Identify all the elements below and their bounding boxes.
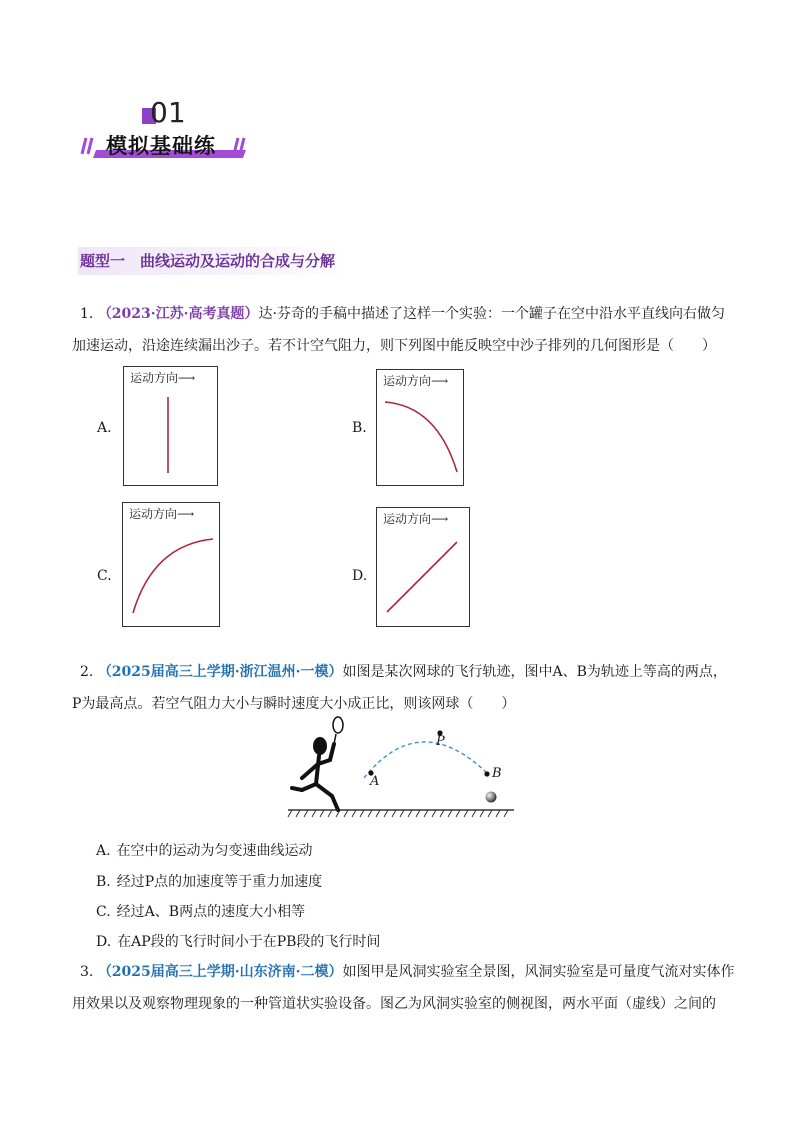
sand-line-vertical <box>124 367 217 485</box>
question-text-line-1: 如图是某次网球的飞行轨迹，图中A、B为轨迹上等高的两点， <box>342 664 727 680</box>
label-p: P <box>436 734 445 749</box>
option-c[interactable]: C. 经过A、B两点的速度大小相等 <box>96 904 306 920</box>
motion-direction-label: 运动方向⟶ <box>129 507 195 521</box>
question-number: 1. <box>80 306 94 322</box>
question-source: （2025届高三上学期·浙江温州·一模） <box>97 664 343 680</box>
point-b <box>484 771 489 776</box>
choice-c-figure[interactable] <box>122 502 220 627</box>
sand-curve-downward <box>377 370 463 485</box>
option-d[interactable]: D. 在AP段的飞行时间小于在PB段的飞行时间 <box>96 934 381 950</box>
section-number: 01 <box>150 96 186 129</box>
label-b: B <box>492 766 502 781</box>
motion-direction-label: 运动方向⟶ <box>130 371 196 385</box>
choice-a-label[interactable]: A. <box>97 420 112 436</box>
trajectory-drawing <box>280 716 520 822</box>
topic-heading: 题型一 曲线运动及运动的合成与分解 <box>80 252 336 270</box>
choice-c-label[interactable]: C. <box>97 568 112 584</box>
player-figure <box>292 737 338 810</box>
question-text-line-2: P为最高点。若空气阻力大小与瞬时速度大小成正比，则该网球（ ） <box>72 696 516 712</box>
section-title: 模拟基础练 <box>106 134 216 158</box>
choice-d-label[interactable]: D. <box>352 568 368 584</box>
question-number: 3. <box>80 964 94 980</box>
question-number: 2. <box>80 664 94 680</box>
ground-hatching <box>288 810 508 817</box>
question-text-line-2: 加速运动，沿途连续漏出沙子。若不计空气阻力，则下列图中能反映空中沙子排列的几何图形是（ ） <box>72 338 716 354</box>
section-banner <box>78 92 258 164</box>
choice-b-figure[interactable] <box>376 369 464 486</box>
option-b[interactable]: B. 经过P点的加速度等于重力加速度 <box>96 874 323 890</box>
motion-direction-label: 运动方向⟶ <box>383 512 449 526</box>
question-text-line-1: 达·芬奇的手稿中描述了这样一个实验：一个罐子在空中沿水平直线向右做匀 <box>258 306 725 322</box>
label-a: A <box>370 774 380 789</box>
tennis-ball <box>486 792 497 803</box>
sand-line-diagonal <box>377 508 469 626</box>
motion-direction-label: 运动方向⟶ <box>383 374 449 388</box>
ball-trajectory <box>364 742 488 778</box>
sand-curve-upward <box>123 503 219 626</box>
racket <box>333 717 343 744</box>
choice-d-figure[interactable] <box>376 507 470 627</box>
tennis-trajectory-figure <box>280 716 520 822</box>
question-source: （2023·江苏·高考真题） <box>97 306 259 322</box>
option-a[interactable]: A. 在空中的运动为匀变速曲线运动 <box>96 843 313 859</box>
question-text-line-1: 如图甲是风洞实验室全景图，风洞实验室是可量度气流对实体作 <box>342 964 735 980</box>
question-text-line-2: 用效果以及观察物理现象的一种管道状实验设备。图乙为风洞实验室的侧视图，两水平面（虚线）之间的 <box>72 996 716 1012</box>
choice-b-label[interactable]: B. <box>352 420 367 436</box>
question-source: （2025届高三上学期·山东济南·二模） <box>97 964 343 980</box>
choice-a-figure[interactable] <box>123 366 218 486</box>
